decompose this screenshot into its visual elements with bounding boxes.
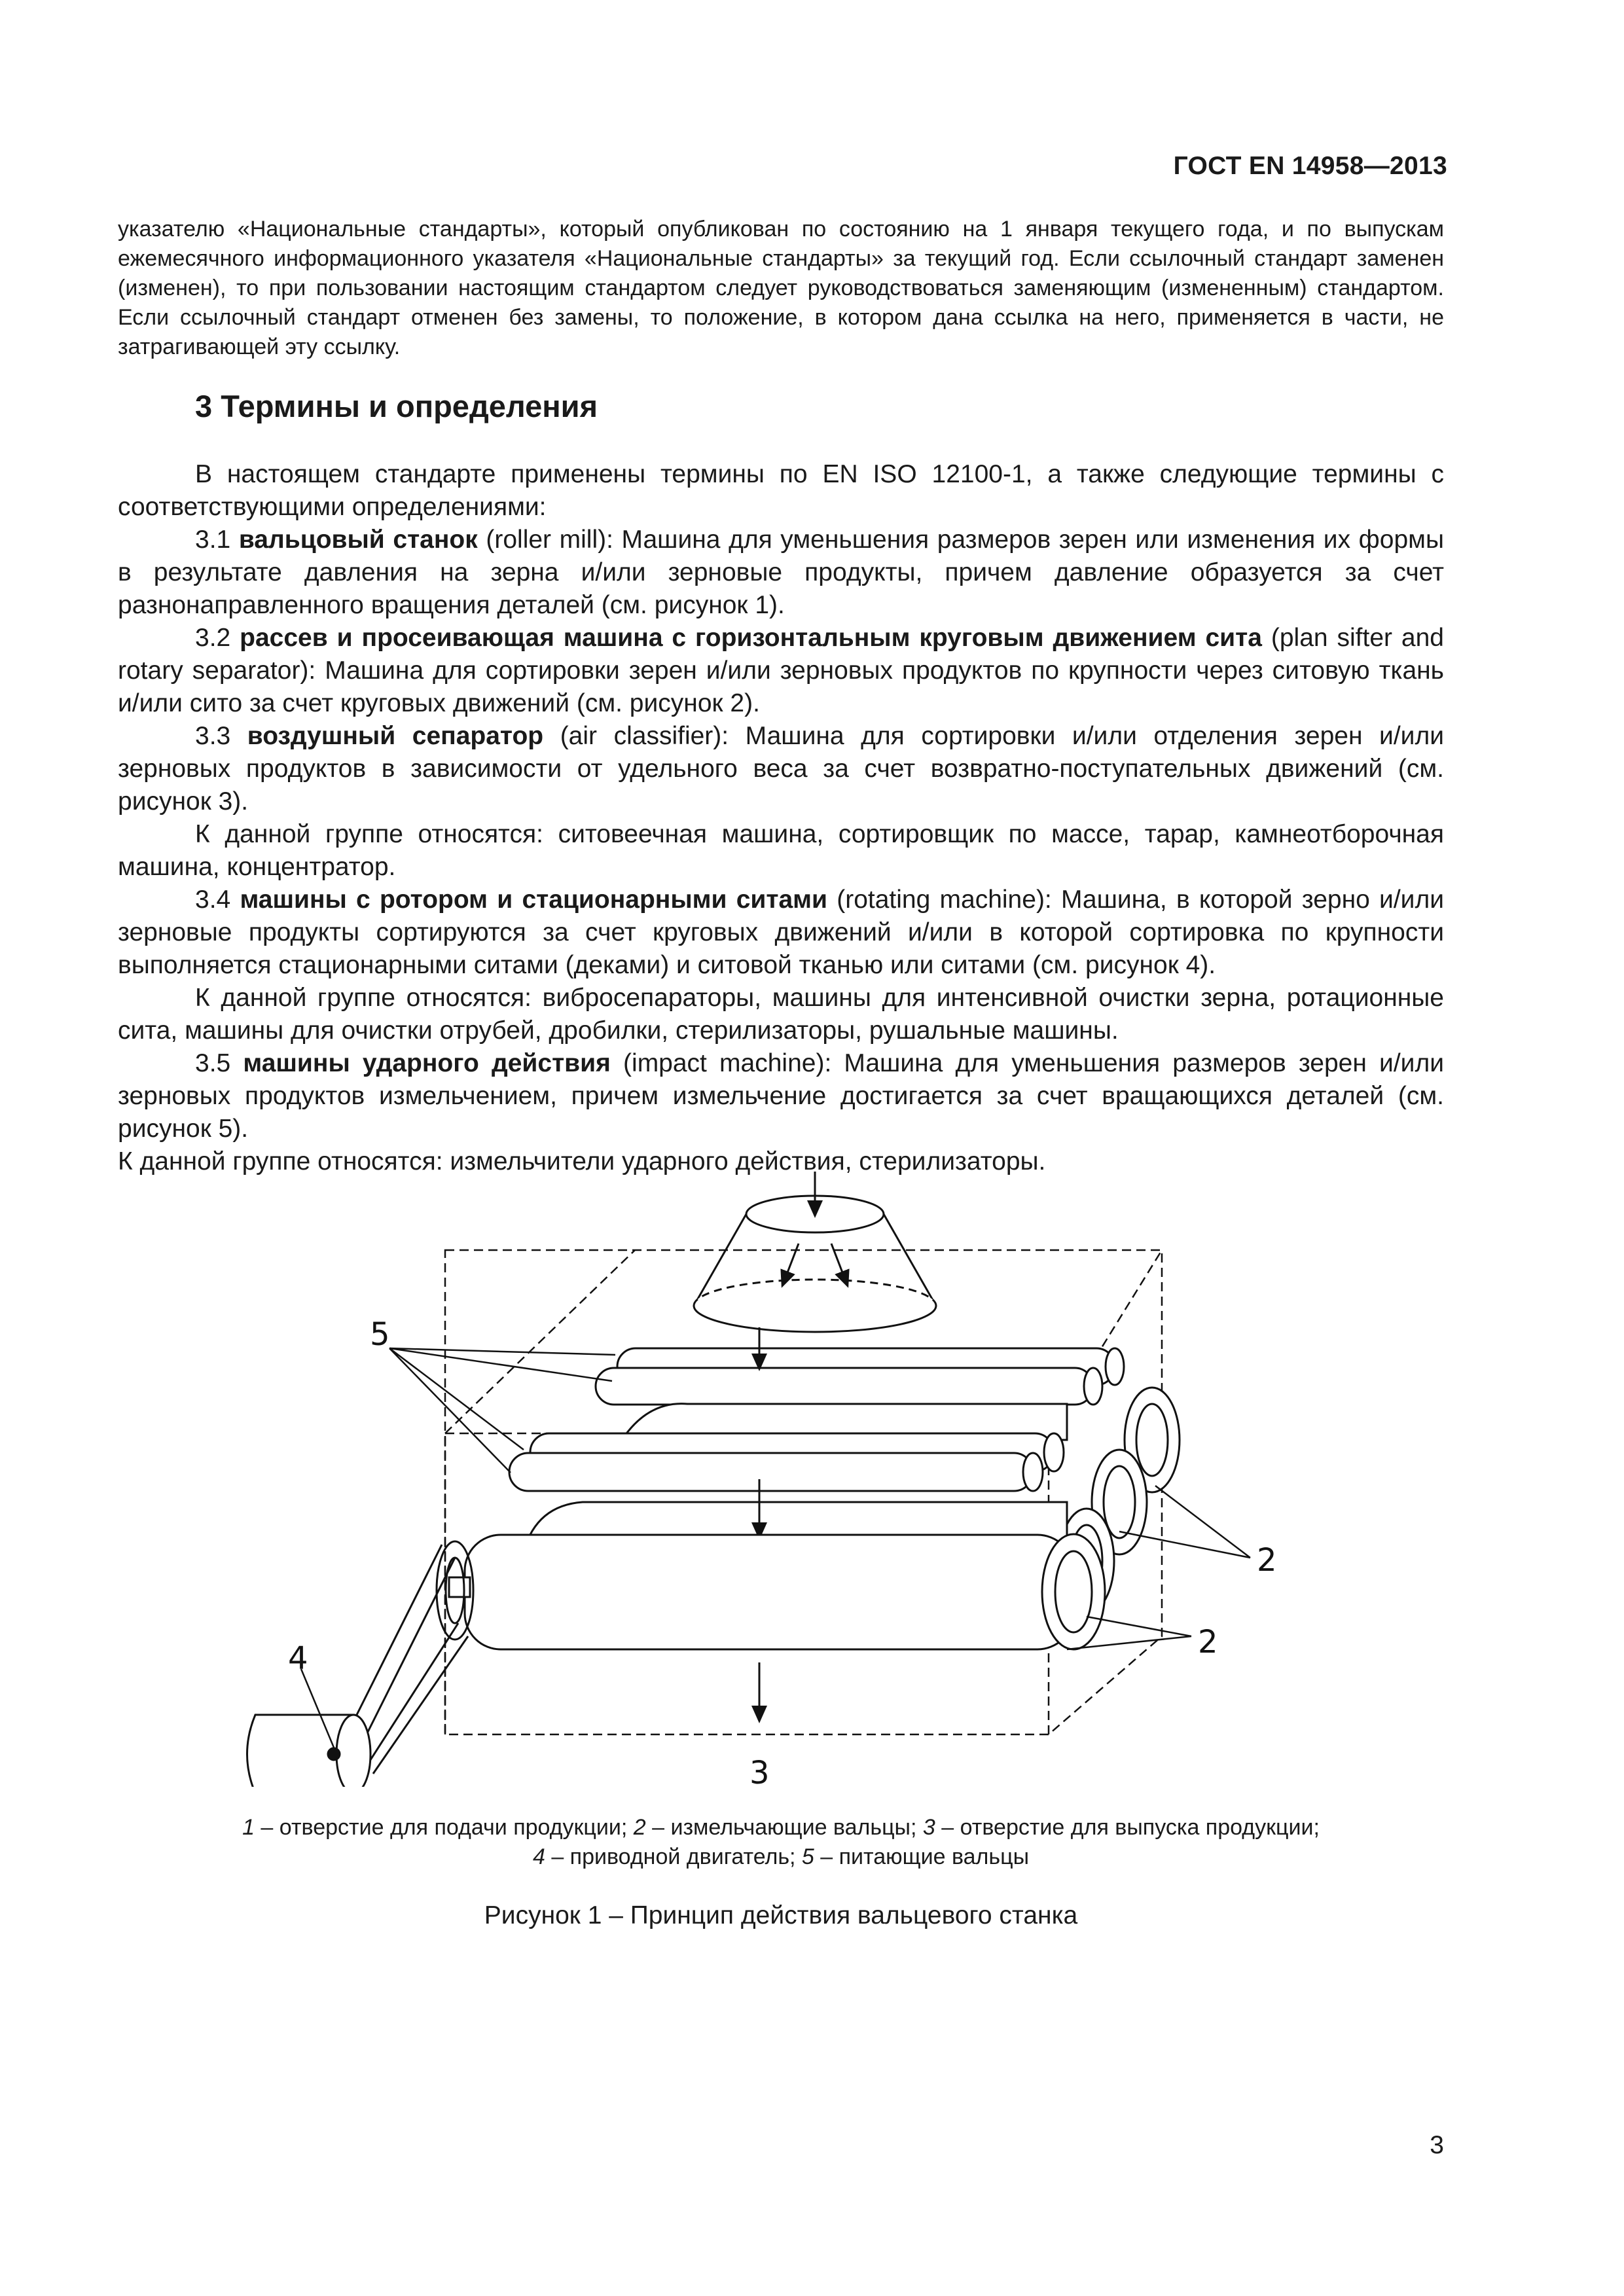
callout-4: 4 (288, 1640, 308, 1677)
figure-legend (118, 1813, 1444, 1872)
drive-motor (247, 1715, 371, 1787)
term-name: воздушный сепаратор (247, 722, 544, 750)
term-name: рассев и просеивающая машина с горизонтальным круговым движением сита (240, 624, 1262, 652)
legend-key: 4 (532, 1844, 545, 1869)
term-number: 3.4 (195, 886, 231, 914)
term-3-4 (118, 884, 1444, 982)
section-title: 3 Термины и определения (195, 389, 598, 423)
term-name: машины с ротором и стационарными ситами (240, 886, 827, 914)
grinding-roller-front (449, 1534, 1105, 1649)
legend-key: 2 (633, 1815, 646, 1840)
legend-line-2 (118, 1842, 1444, 1872)
term-definition: (rotating machine): Машина, в которой зерно и/или зерновые продукты сортируются за счет круговых движений и/или в которой сортировка по крупности выполняется стационарными ситами (деками) и ситовой тканью или ситами (см. рисунок 4). (118, 886, 1444, 979)
term-definition: (air classifier): Машина для сортировки и/или отделения зерен и/или зерновых продуктов в зависимости от удельного веса за счет возвратно-поступательных движений (см. рисунок 3). (118, 722, 1444, 816)
term-3-2 (118, 622, 1444, 720)
legend-key: 5 (801, 1844, 814, 1869)
legend-text: – питающие вальцы (814, 1844, 1030, 1869)
legend-text: – измельчающие вальцы; (645, 1815, 923, 1840)
legend-text: – отверстие для выпуска продукции; (935, 1815, 1320, 1840)
term-name: вальцовый станок (238, 526, 478, 554)
term-3-3 (118, 720, 1444, 818)
feed-roller-lower (509, 1433, 1064, 1491)
term-number: 3.1 (195, 526, 231, 554)
document-header-id: ГОСТ EN 14958—2013 (1173, 152, 1447, 180)
term-definition: (impact machine): Машина для уменьшения размеров зерен и/или зерновых продуктов измельчением, причем измельчение достигается за счет вращающихся деталей (см. рисунок 5). (118, 1049, 1444, 1143)
roller-mill-diagram (216, 1165, 1329, 1787)
term-number: 3.2 (195, 624, 231, 652)
callout-5: 5 (370, 1316, 390, 1353)
group-note-3-3: К данной группе относятся: ситовеечная машина, сортировщик по массе, тарар, камнеотборочная машина, концентратор. (118, 820, 1444, 881)
legend-key: 3 (922, 1815, 935, 1840)
intro-paragraph: указателю «Национальные стандарты», который опубликован по состоянию на 1 января текущего года, и по выпускам ежемесячного информационного указателя «Национальные стандарты» за текущий год. Если ссылочный стандарт заменен (изменен), то при пользовании настоящим стандартом следует руководствоваться заменяющим (измененным) стандартом. Если ссылочный стандарт отменен без замены, то положение, в котором дана ссылка на него, применяется в части, не затрагивающей эту ссылку. (118, 217, 1444, 359)
callout-2-lower: 2 (1198, 1624, 1218, 1660)
figure-caption: Рисунок 1 – Принцип действия вальцевого станка (484, 1901, 1078, 1929)
group-note-3-5: К данной группе относятся: измельчители ударного действия, стерилизаторы. (118, 1147, 1046, 1175)
lead-paragraph: В настоящем стандарте применены термины по EN ISO 12100-1, а также следующие термины с соответствующими определениями: (118, 460, 1444, 521)
term-number: 3.3 (195, 722, 231, 750)
legend-text: – отверстие для подачи продукции; (254, 1815, 634, 1840)
feed-roller-upper (596, 1348, 1124, 1405)
group-note-3-4: К данной группе относятся: вибросепараторы, машины для интенсивной очистки зерна, ротационные сита, машины для очистки отрубей, дробилки, стерилизаторы, рушальные машины. (118, 984, 1444, 1045)
legend-key: 1 (242, 1815, 255, 1840)
legend-line-1 (118, 1813, 1444, 1842)
term-definition: (roller mill): Машина для уменьшения размеров зерен или изменения их формы в результате давления на зерна и/или зерновые продукты, причем давление образуется за счет разнонаправленного вращения деталей (см. рисунок 1). (118, 526, 1444, 619)
term-definition: (plan sifter and rotary separator): Машина для сортировки зерен и/или зерновых продуктов по крупности через ситовую ткань и/или сито за счет круговых движений (см. рисунок 2). (118, 624, 1444, 717)
callout-2-upper: 2 (1257, 1542, 1277, 1579)
section-body (118, 458, 1444, 1178)
term-3-1 (118, 524, 1444, 622)
legend-text: – приводной двигатель; (545, 1844, 802, 1869)
feed-hopper (694, 1196, 936, 1332)
callout-3: 3 (749, 1755, 770, 1787)
term-name: машины ударного действия (243, 1049, 611, 1077)
term-number: 3.5 (195, 1049, 231, 1077)
page-number: 3 (1430, 2131, 1444, 2159)
term-3-5 (118, 1047, 1444, 1145)
